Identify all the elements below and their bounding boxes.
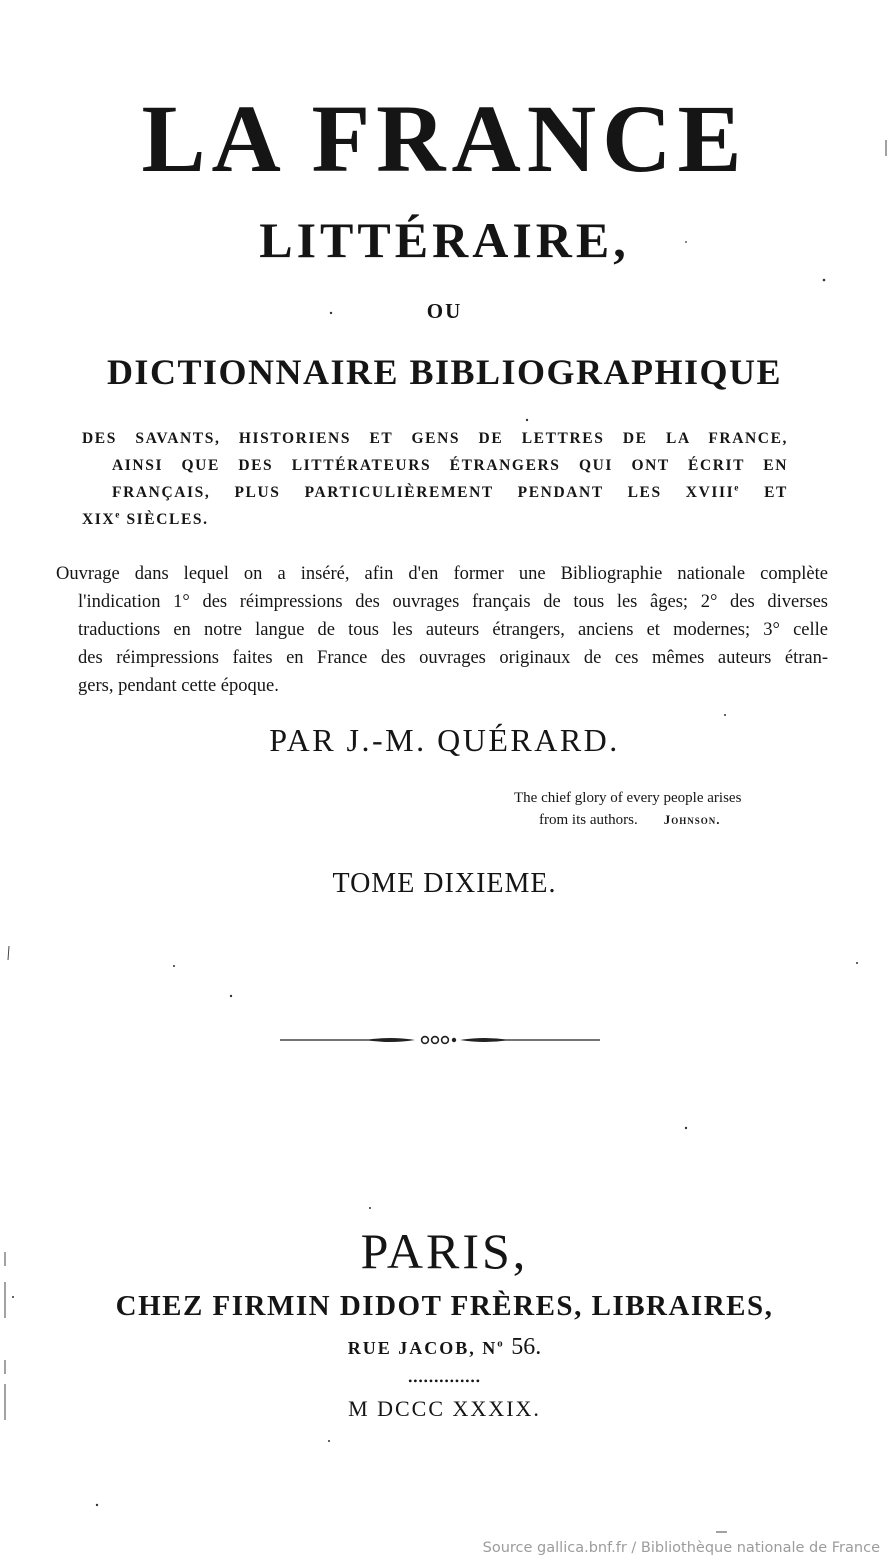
description-text: SIÈCLES. — [120, 511, 209, 528]
description-line: AINSI QUE DES LITTÉRATEURS ÉTRANGERS QUI ONT ÉCRIT EN — [112, 457, 788, 474]
paragraph-line: Ouvrage dans lequel on a inséré, afin d'en former une Bibliographie nationale complète — [56, 564, 828, 584]
paragraph-line: gers, pendant cette époque. — [78, 676, 279, 696]
ornament-dots: •••••••••••••• — [408, 1374, 481, 1388]
superscript: e — [734, 483, 741, 494]
author-line: PAR J.-M. QUÉRARD. — [269, 722, 620, 758]
paragraph-line: l'indication 1° des réimpressions des ouvrages français de tous les âges; 2° des diverses — [78, 592, 828, 612]
epigraph-text: from its authors. — [539, 812, 638, 828]
superscript: o — [497, 1337, 505, 1350]
address-text: RUE JACOB, N — [347, 1338, 498, 1358]
description-text: XIX — [82, 511, 116, 528]
imprint-year: M DCCC XXXIX. — [348, 1396, 541, 1421]
paragraph-line: traductions en notre langue de tous les auteurs étrangers, anciens et modernes; 3° celle — [78, 620, 828, 640]
imprint-city: PARIS, — [360, 1223, 529, 1279]
imprint-publisher: CHEZ FIRMIN DIDOT FRÈRES, LIBRAIRES, — [115, 1290, 774, 1322]
book-subtitle: LITTÉRAIRE, — [259, 212, 630, 268]
description-line: DES SAVANTS, HISTORIENS ET GENS DE LETTRES DE LA FRANCE, — [82, 430, 788, 447]
description-text: ET — [740, 484, 788, 501]
epigraph-line: The chief glory of every people arises — [514, 790, 742, 806]
address-number: 56. — [511, 1334, 542, 1360]
superscript: e — [115, 510, 121, 521]
conjunction: OU — [426, 299, 463, 323]
volume-label: TOME DIXIEME. — [332, 868, 557, 899]
description-text: FRANÇAIS, PLUS PARTICULIÈREMENT PENDANT LES XVIII — [112, 484, 735, 501]
dictionary-title: DICTIONNAIRE BIBLIOGRAPHIQUE — [106, 352, 783, 392]
epigraph-attribution: Johnson. — [663, 812, 721, 827]
book-title: LA FRANCE — [141, 85, 748, 192]
source-attribution: Source gallica.bnf.fr / Bibliothèque nationale de France — [482, 1540, 880, 1556]
paragraph-line: des réimpressions faites en France des ouvrages originaux de ces mêmes auteurs étran- — [78, 648, 828, 668]
